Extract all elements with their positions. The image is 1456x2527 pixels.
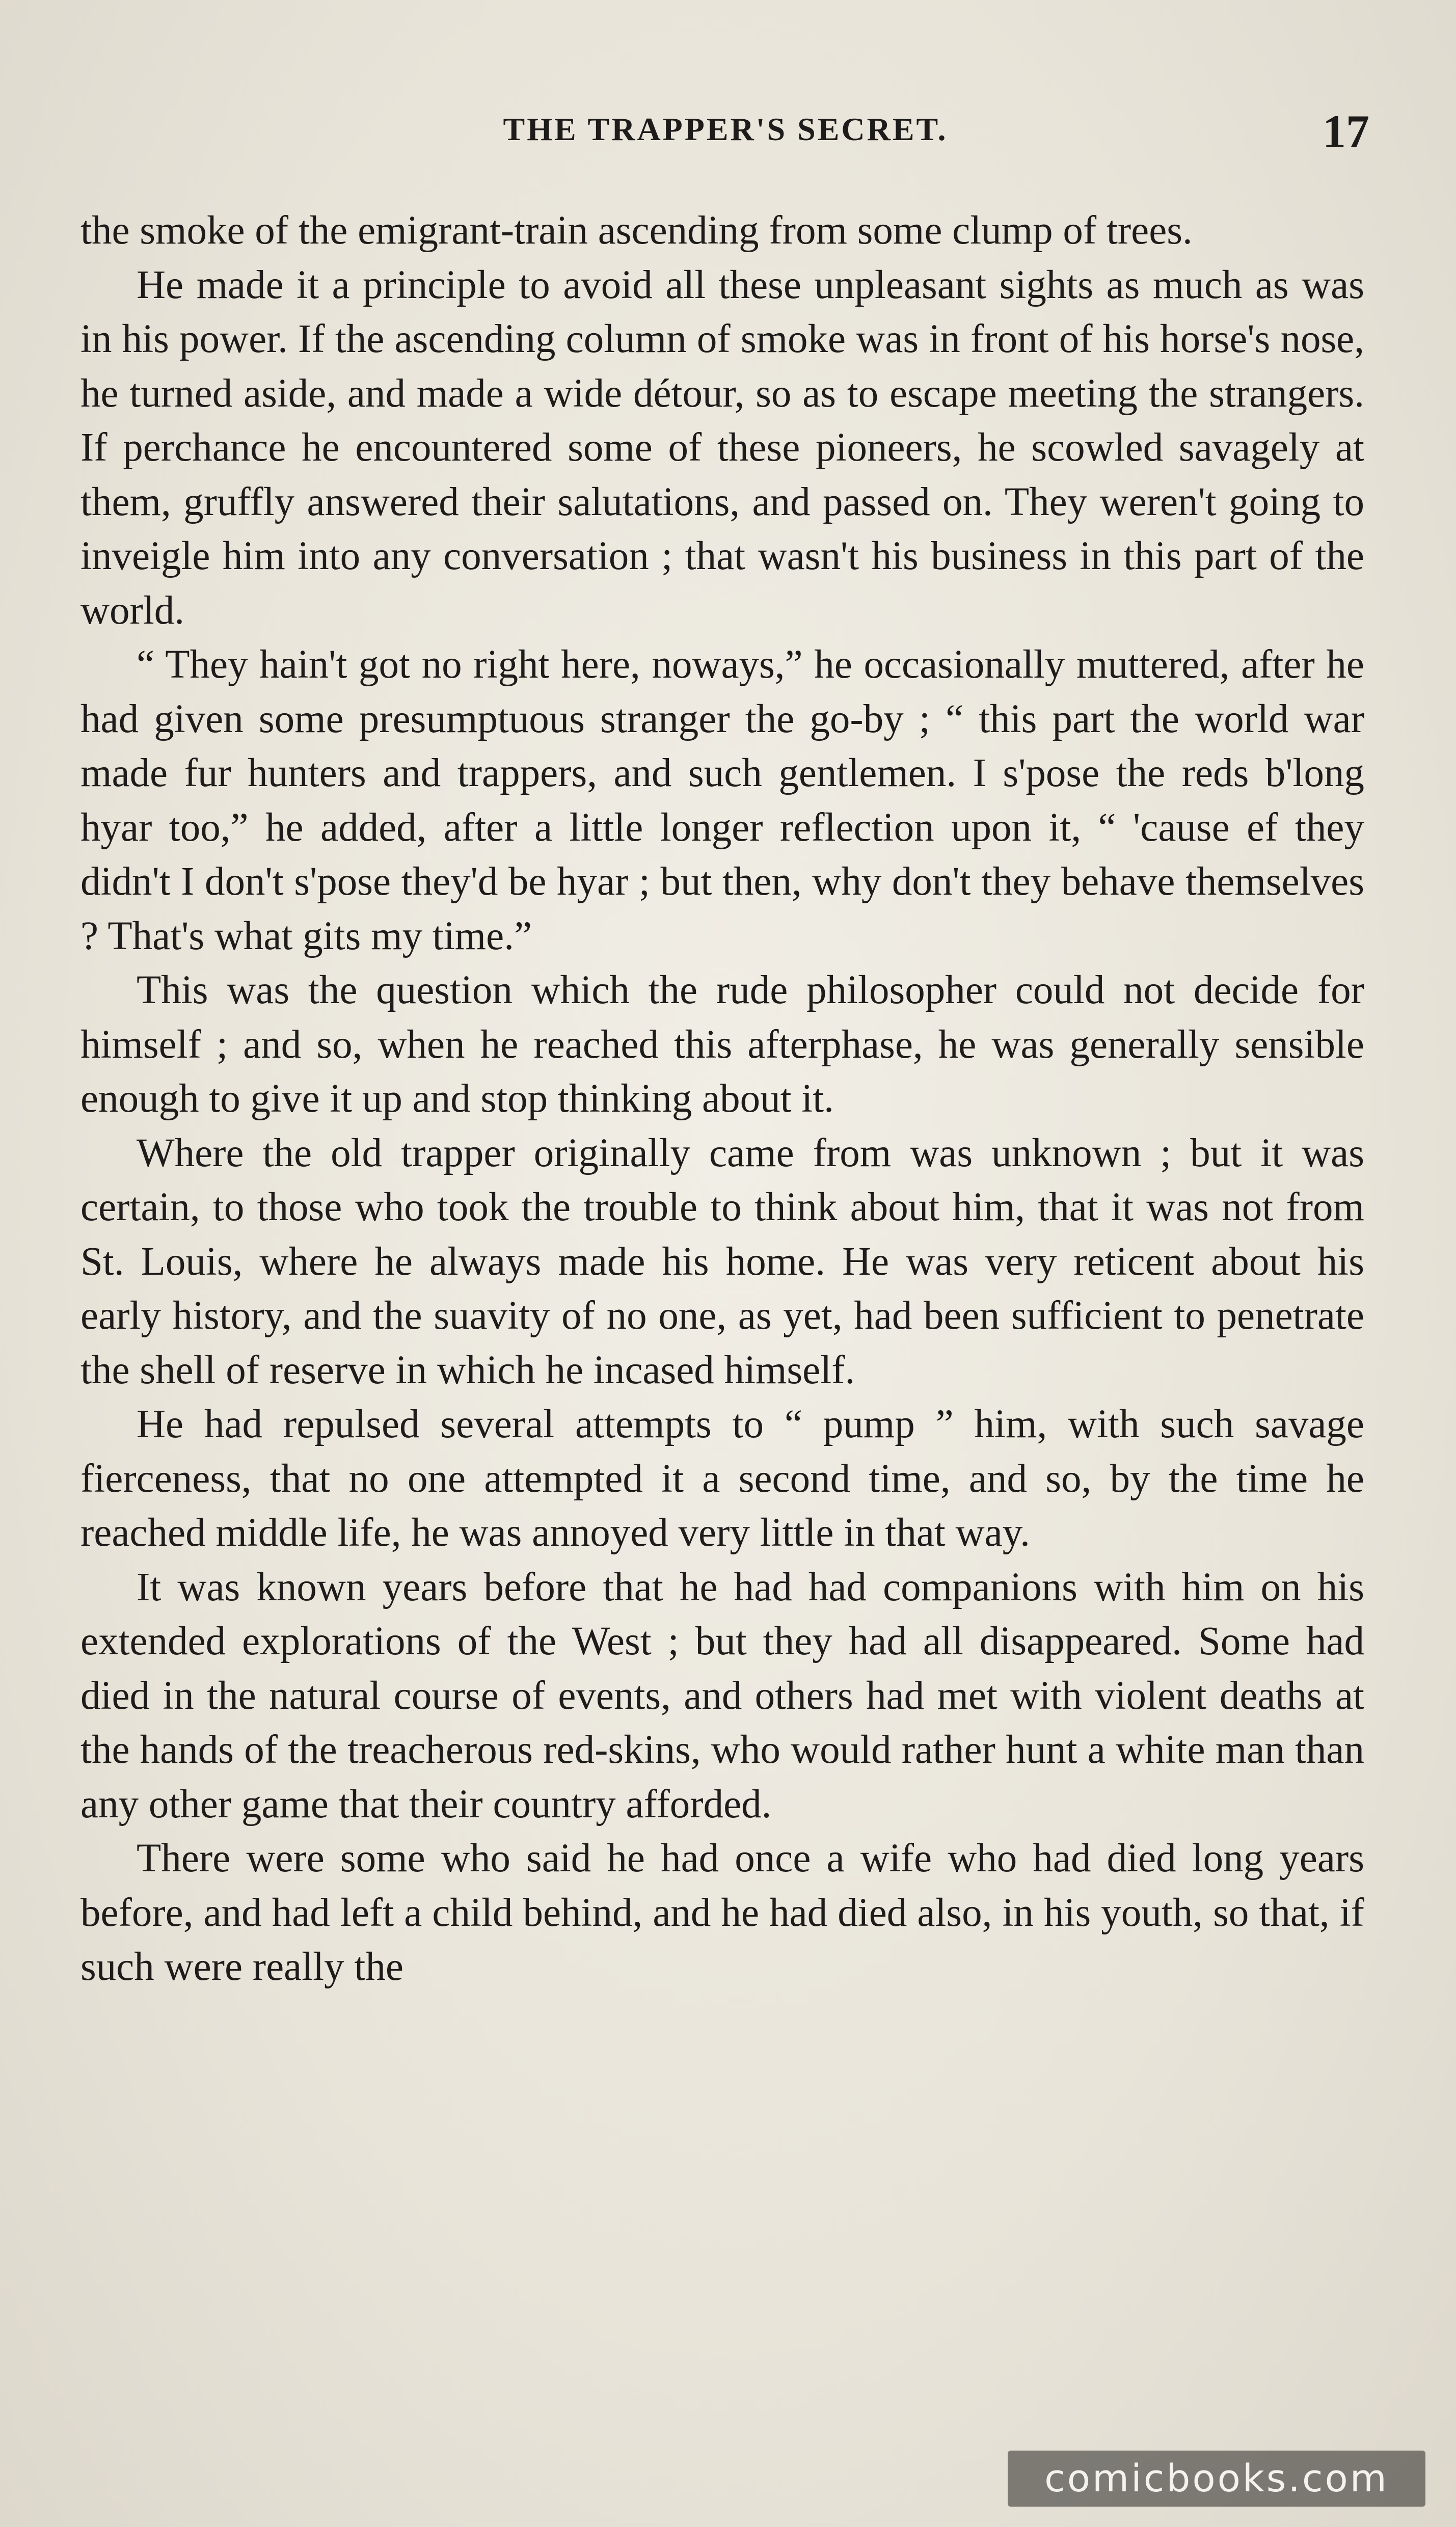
paragraph: the smoke of the emigrant-train ascending from some clump of trees. bbox=[80, 208, 1193, 253]
paragraph: He had repulsed several attempts to “ pump ” him, with such savage fierceness, that no one attempted it a second time, and so, by the time he reached middle life, he was annoyed very little in that way. bbox=[80, 1402, 1364, 1555]
body-text bbox=[80, 204, 1364, 1995]
paragraph: Where the old trapper originally came from was unknown ; but it was certain, to those who took the trouble to think about him, that it was not from St. Louis, where he always made his home. He was very reticent about his early history, and the suavity of no one, as yet, had been sufficient to penetrate the shell of reserve in which he incased himself. bbox=[80, 1131, 1364, 1392]
running-head bbox=[82, 104, 1369, 157]
paragraph: This was the question which the rude philosopher could not decide for himself ; and so, when he reached this afterphase, he was generally sensible enough to give it up and stop thinking about it. bbox=[80, 968, 1364, 1121]
paragraph: “ They hain't got no right here, noways,” he occasionally muttered, after he had given some presumptuous stranger the go-by ; “ this part the world war made fur hunters and trappers, and such gentlemen. I s'pose the reds b'long hyar too,” he added, after a little longer reflection upon it, “ 'cause ef they didn't I don't s'pose they'd be hyar ; but then, why don't they behave themselves ? That's what gits my time.” bbox=[80, 642, 1364, 958]
watermark: comicbooks.com bbox=[1008, 2451, 1425, 2507]
paragraph: There were some who said he had once a wife who had died long years before, and had left a child behind, and he had died also, in his youth, so that, if such were really the bbox=[80, 1836, 1364, 1989]
running-title: THE TRAPPER'S SECRET. bbox=[503, 111, 948, 147]
paragraph: It was known years before that he had had companions with him on his extended explorations of the West ; but they had all disappeared. Some had died in the natural course of events, and others had met with violent deaths at the hands of the treacherous red-skins, who would rather hunt a white man than any other game that their country afforded. bbox=[80, 1565, 1364, 1826]
paragraph: He made it a principle to avoid all these unpleasant sights as much as was in his power. If the ascending column of smoke was in front of his horse's nose, he turned aside, and made a wide détour, so as to escape meeting the strangers. If perchance he encountered some of these pioneers, he scowled savagely at them, gruffly answered their salutations, and passed on. They weren't going to inveigle him into any conversation ; that wasn't his business in this part of the world. bbox=[80, 262, 1364, 633]
page-number: 17 bbox=[1323, 105, 1369, 157]
